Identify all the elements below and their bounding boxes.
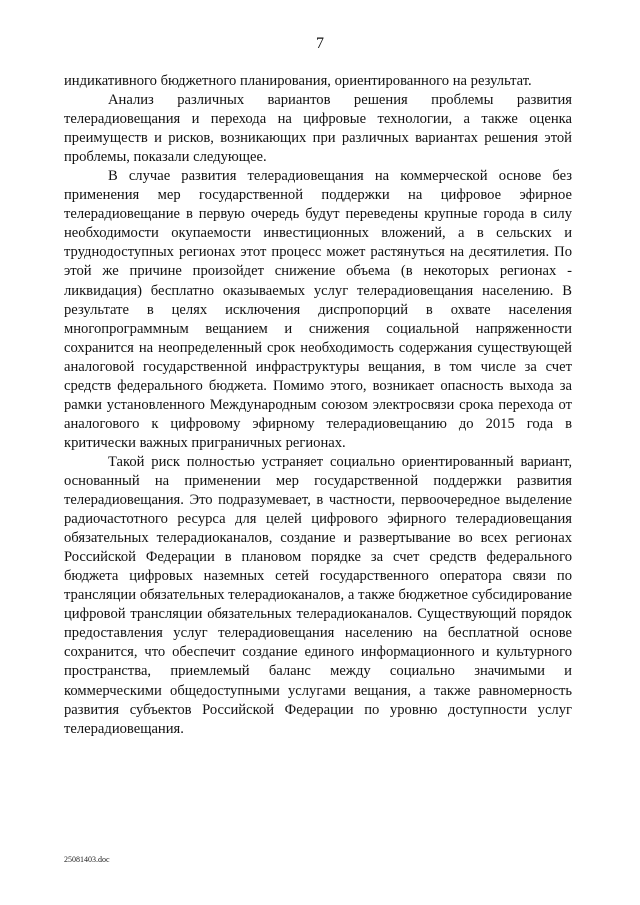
paragraph-continuation: индикативного бюджетного планирования, ориентированного на результат. <box>64 73 532 89</box>
paragraph-state-support-scenario: Такой риск полностью устраняет социально ориентированный вариант, основанный на применении мер государственной поддержки развития телерадиовещания. Это подразумевает, в частности, первоочередное выделение радиочастотного ресурса для целей цифрового эфирного телерадиовещания обязательных телерадиоканалов, создание и развертывание во всех регионах Российской Федерации в плановом порядке за счет средств федерального бюджета цифровых наземных сетей государственного оператора связи по трансляции обязательных телерадиоканалов, а также бюджетное субсидирование цифровой трансляции обязательных телерадиоканалов. Существующий порядок предоставления услуг телерадиовещания населению на бесплатной основе сохранится, что обеспечит создание единого информационного и культурного пространства, приемлемый баланс между социально значимыми и коммерческими общедоступными услугами вещания, а также равномерность развития субъектов Российской Федерации по уровню доступности услуг телерадиовещания. <box>64 453 572 737</box>
page-number: 7 <box>316 35 324 52</box>
footer-file-code: 25081403.doc <box>64 855 110 864</box>
paragraph-commercial-scenario: В случае развития телерадиовещания на коммерческой основе без применения мер государственной поддержки на цифровое эфирное телерадиовещание в первую очередь будут переведены крупные города в силу необходимости окупаемости инвестиционных вложений, а в сельских и труднодоступных регионах этот процесс может растянуться на десятилетия. По этой же причине произойдет снижение объема (в некоторых регионах - ликвидация) бесплатно оказываемых услуг телерадиовещания населению. В результате в целях исключения диспропорций в охвате населения многопрограммным вещанием и снижения социальной напряженности сохранится на неопределенный срок необходимость содержания существующей аналоговой государственной инфраструктуры вещания, в том числе за счет средств федерального бюджета. Помимо этого, возникает опасность выхода за рамки установленного Международным союзом электросвязи срока перехода от аналогового к цифровому эфирному телерадиовещанию до 2015 года в критически важных приграничных регионах. <box>64 168 572 451</box>
document-body <box>64 72 572 739</box>
paragraph-analysis: Анализ различных вариантов решения проблемы развития телерадиовещания и перехода на цифровые технологии, а также оценка преимуществ и рисков, возникающих при различных вариантах решения этой проблемы, показали следующее. <box>64 92 572 166</box>
